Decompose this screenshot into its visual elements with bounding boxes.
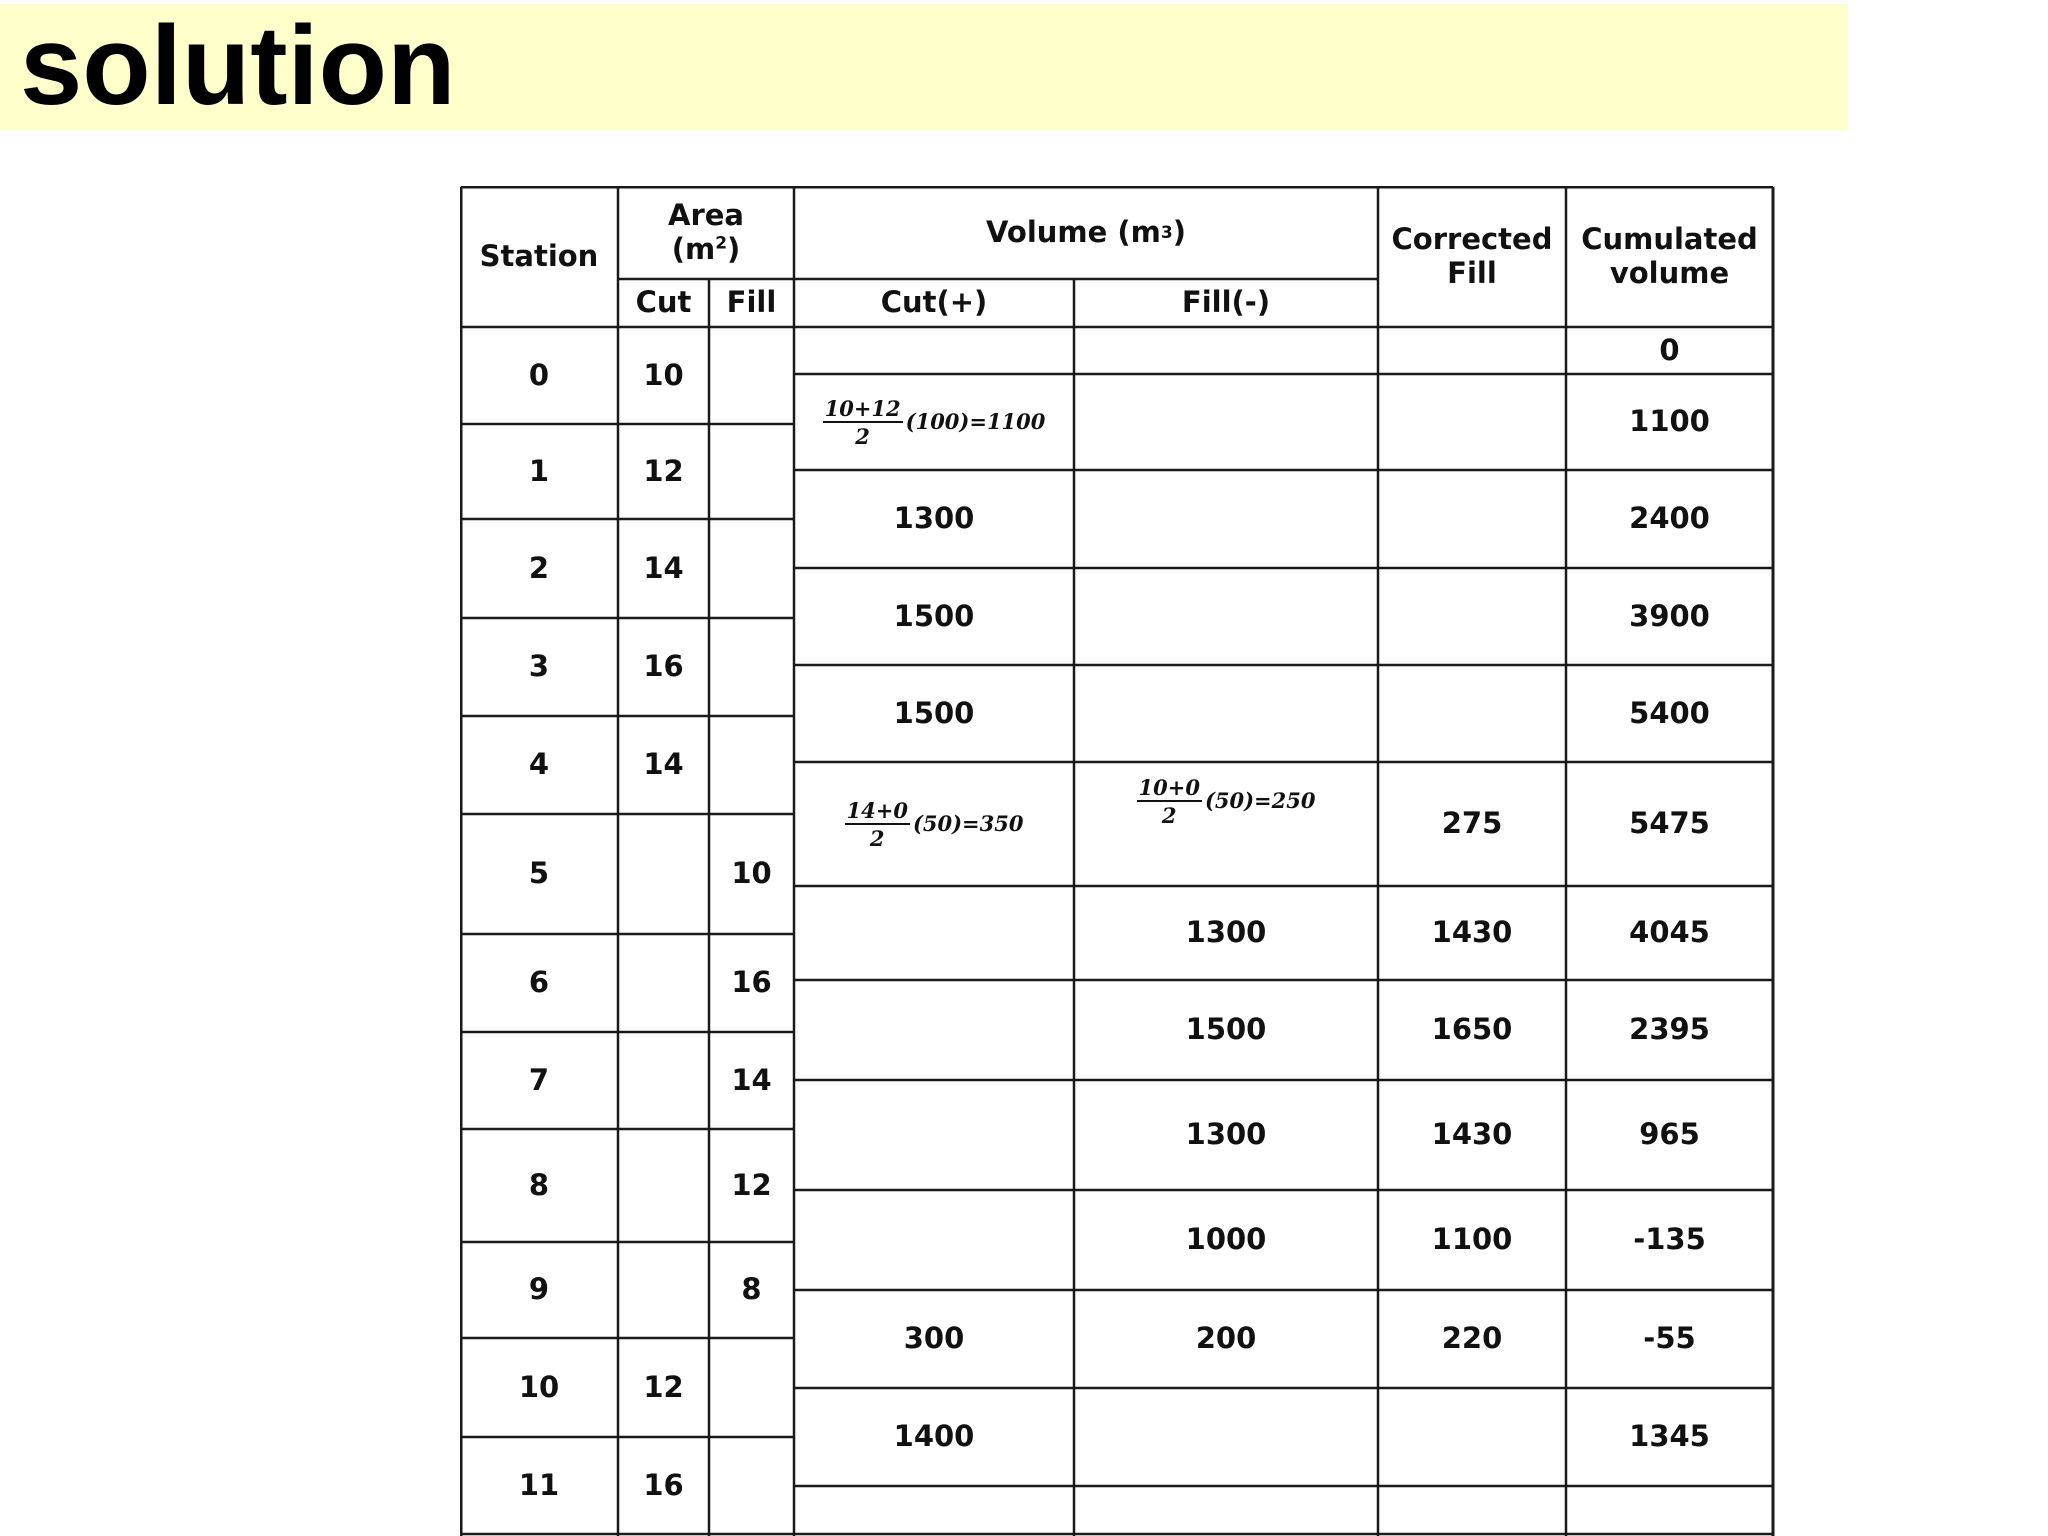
- header-corrected-fill: [1378, 186, 1566, 327]
- corrected-fill-value: [1378, 568, 1566, 665]
- header-area-cut: Cut: [635, 285, 692, 320]
- area-fill-value: [709, 327, 794, 424]
- header-corrected-line2: Fill: [1447, 255, 1497, 290]
- station-number: 3: [528, 649, 550, 684]
- cumulated-value: 1345: [1629, 1419, 1710, 1454]
- header-area: [618, 186, 794, 279]
- vol-fill-value: 1300: [1185, 915, 1267, 950]
- cumulated-value: -135: [1633, 1222, 1706, 1257]
- area-cut-value: [618, 934, 709, 1032]
- area-cut-value: 12: [643, 1369, 684, 1404]
- corrected-fill-value: 220: [1441, 1321, 1503, 1356]
- station-number: 11: [518, 1467, 560, 1502]
- area-fill-value: [709, 1437, 794, 1534]
- vol-cut-formula-result: (100)=1100: [905, 408, 1046, 434]
- station-number: 5: [528, 856, 550, 891]
- header-volume-unit-close: ): [1172, 214, 1186, 249]
- area-cut-value: [618, 814, 709, 934]
- vol-cut-formula: [794, 374, 1074, 470]
- area-fill-value: [709, 618, 794, 716]
- vol-fill-value: [1074, 568, 1378, 665]
- vol-fill-value: 1000: [1185, 1222, 1267, 1257]
- vol-fill-value: [1074, 665, 1378, 762]
- vol-cut-value: 1500: [893, 598, 975, 633]
- area-cut-value: 14: [643, 550, 684, 585]
- area-fill-value: 12: [731, 1167, 772, 1202]
- corrected-fill-value: [1378, 1388, 1566, 1486]
- header-volume-label: Volume (m: [986, 214, 1161, 249]
- station-number: 8: [528, 1167, 550, 1202]
- cumulated-value: 2400: [1629, 501, 1710, 536]
- corrected-fill-value: [1378, 470, 1566, 568]
- area-cut-value: 16: [643, 1467, 684, 1502]
- vol-fill-formula-numerator: 10+0: [1138, 774, 1200, 800]
- vol-cut-value: 1400: [893, 1419, 975, 1454]
- vol-fill-value: 200: [1195, 1321, 1257, 1356]
- area-fill-value: 14: [731, 1062, 772, 1097]
- title-bar: [0, 4, 1848, 130]
- area-fill-value: 8: [741, 1272, 762, 1307]
- cumulated-value: 4045: [1629, 915, 1710, 950]
- area-cut-value: 16: [643, 649, 684, 684]
- vol-fill-formula-result: (50)=250: [1204, 787, 1316, 813]
- corrected-fill-value: 1430: [1431, 915, 1513, 950]
- vol-fill-value: [1074, 374, 1378, 470]
- station-number: 0: [528, 357, 550, 392]
- vol-fill-formula: [1074, 762, 1378, 840]
- corrected-fill-value: [1378, 374, 1566, 470]
- vol-cut-value: 1500: [893, 695, 975, 730]
- header-cumulated-line1: Cumulated: [1581, 222, 1758, 257]
- area-fill-value: [709, 1338, 794, 1437]
- vol-fill-value: [1074, 1388, 1378, 1486]
- vol-cut-value: [794, 980, 1074, 1080]
- corrected-fill-value: 275: [1441, 806, 1503, 841]
- corrected-fill-value: 1100: [1431, 1222, 1513, 1257]
- area-cut-value: 10: [643, 357, 684, 392]
- cumulated-value-initial: 0: [1659, 332, 1680, 367]
- header-area-unit-exponent: 2: [715, 232, 728, 253]
- slide-title: solution: [20, 3, 456, 128]
- vol-cut-value: 1300: [893, 501, 975, 536]
- vol-fill-value: [1074, 470, 1378, 568]
- area-fill-value: [709, 424, 794, 519]
- cumulated-value: 2395: [1629, 1012, 1710, 1047]
- header-vol-fill: Fill(-): [1181, 285, 1271, 320]
- cumulated-value: 5475: [1629, 806, 1710, 841]
- header-area-unit-close: ): [727, 231, 741, 266]
- station-number: 7: [528, 1062, 550, 1097]
- vol-cut-formula-numerator: 14+0: [846, 797, 908, 823]
- header-cumulated-volume: [1566, 186, 1773, 327]
- cumulated-value: -55: [1643, 1321, 1696, 1356]
- cumulated-value: 3900: [1629, 598, 1710, 633]
- station-number: 2: [528, 550, 550, 585]
- cumulated-value: 965: [1639, 1117, 1700, 1152]
- header-vol-cut: Cut(+): [880, 285, 988, 320]
- station-number: 4: [528, 747, 550, 782]
- vol-cut-value: [794, 886, 1074, 980]
- area-fill-value: 10: [731, 856, 772, 891]
- area-fill-value: [709, 716, 794, 814]
- header-cumulated-line2: volume: [1609, 255, 1730, 290]
- station-number: 6: [528, 965, 550, 1000]
- vol-cut-formula-denominator: 2: [869, 825, 885, 851]
- cumulated-value: 1100: [1629, 404, 1710, 439]
- header-area-unit: (m: [671, 231, 716, 266]
- header-corrected-line1: Corrected: [1391, 222, 1553, 257]
- vol-cut-value: [794, 1080, 1074, 1190]
- area-cut-value: 14: [643, 747, 684, 782]
- header-volume: Volume (m 3 ): [986, 214, 1186, 249]
- area-cut-value: [618, 1032, 709, 1129]
- vol-cut-formula-denominator: 2: [855, 423, 870, 449]
- area-cut-value: 12: [643, 453, 684, 488]
- vol-fill-value: 1300: [1185, 1117, 1267, 1152]
- area-fill-value: [709, 519, 794, 618]
- header-area-fill: Fill: [726, 285, 777, 320]
- station-number: 1: [528, 453, 550, 488]
- station-number: 9: [528, 1272, 550, 1307]
- vol-cut-formula: [794, 762, 1074, 886]
- vol-cut-formula-result: (50)=350: [912, 810, 1024, 836]
- station-number: 10: [518, 1369, 560, 1404]
- vol-cut-formula-numerator: 10+12: [824, 395, 901, 421]
- area-cut-value: [618, 1242, 709, 1338]
- vol-fill-value: 1500: [1185, 1012, 1267, 1047]
- corrected-fill-value: [1378, 665, 1566, 762]
- cumulated-value: 5400: [1629, 695, 1710, 730]
- corrected-fill-value: 1430: [1431, 1117, 1513, 1152]
- header-area-label: Area: [668, 198, 744, 233]
- vol-cut-value: 300: [903, 1321, 965, 1356]
- header-station: Station: [479, 238, 599, 273]
- corrected-fill-value: 1650: [1431, 1012, 1513, 1047]
- vol-cut-value: [794, 1190, 1074, 1290]
- vol-fill-formula-denominator: 2: [1161, 802, 1177, 828]
- earthwork-table: [460, 186, 1781, 1536]
- area-fill-value: 16: [731, 965, 772, 1000]
- area-cut-value: [618, 1129, 709, 1242]
